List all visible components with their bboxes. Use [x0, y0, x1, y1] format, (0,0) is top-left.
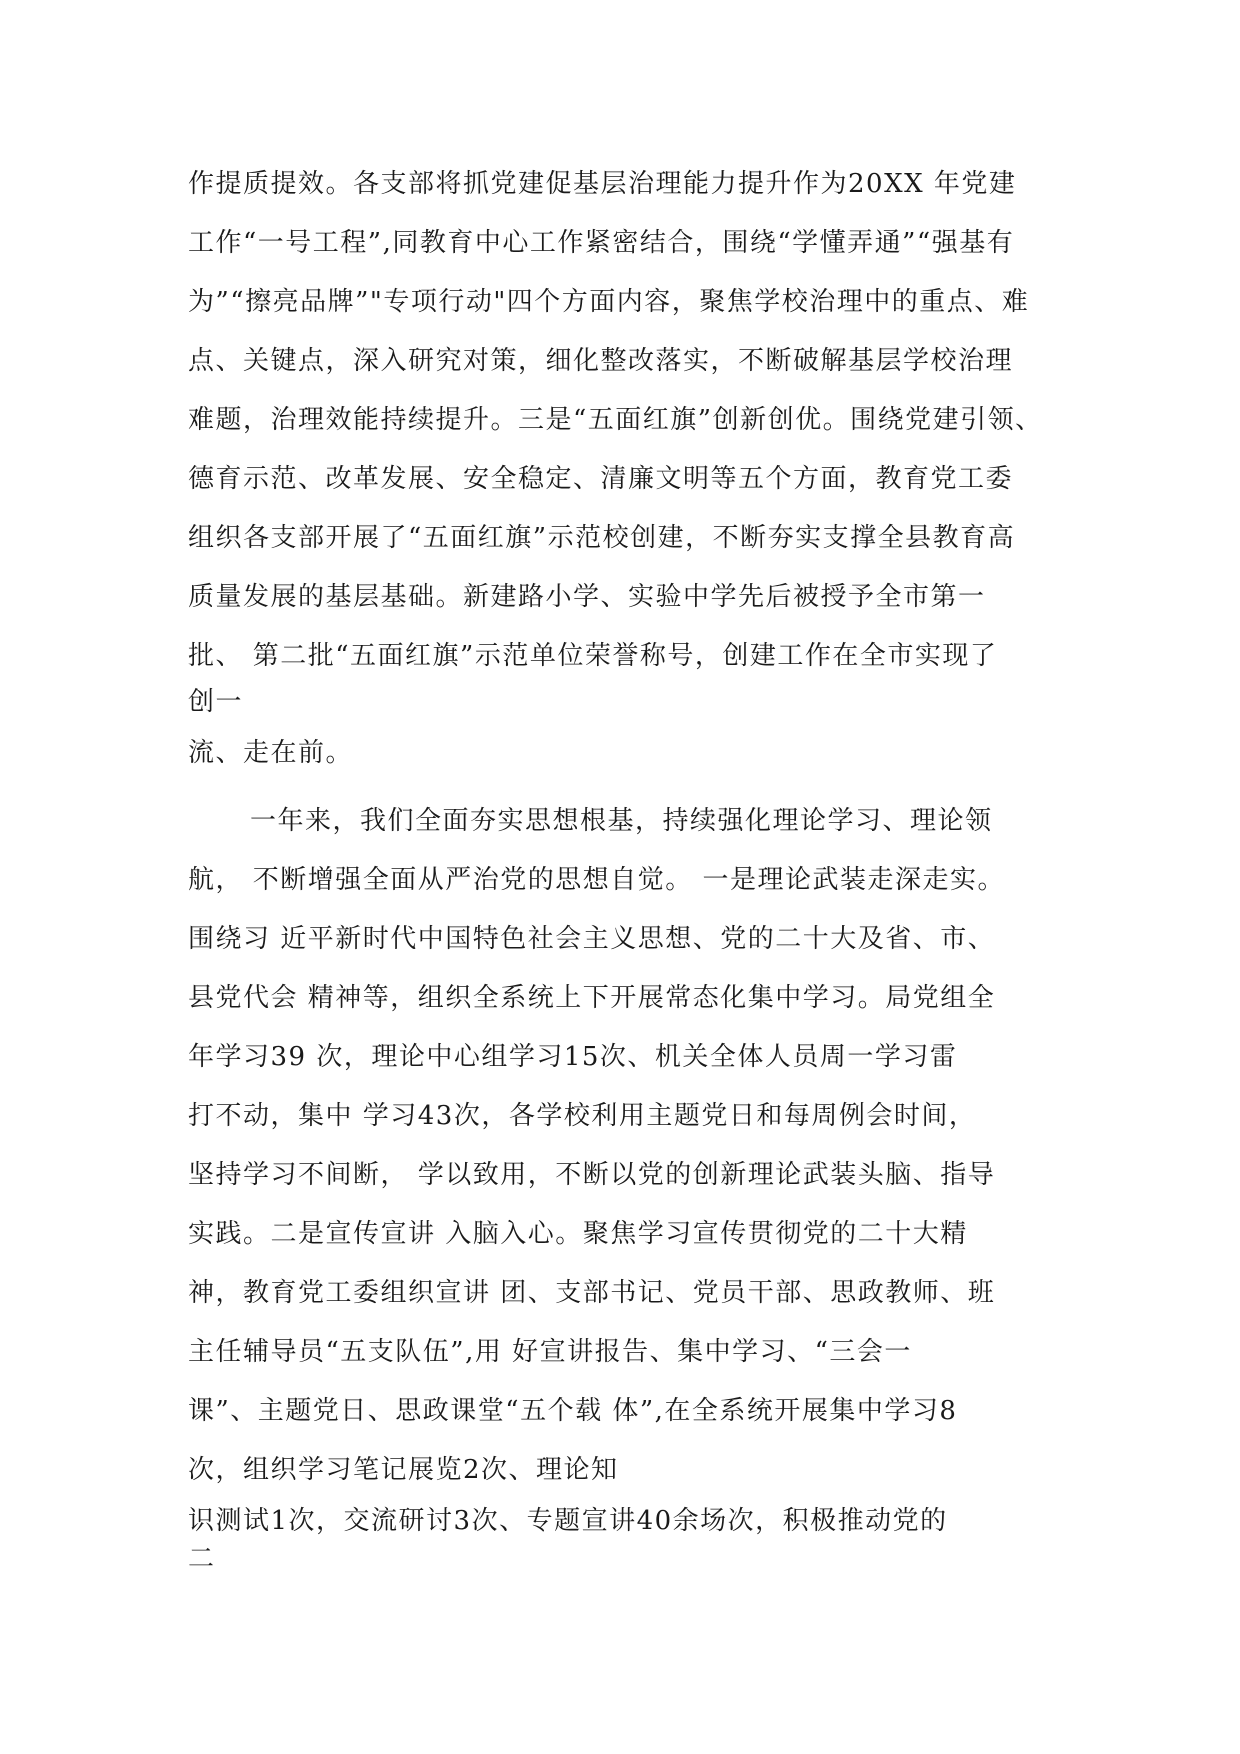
text-line: 航， 不断增强全面从严治党的思想自觉。 一是理论武装走深走实。 [188, 865, 1006, 895]
text-line: 坚持学习不间断， 学以致用，不断以党的创新理论武装头脑、指导 [188, 1160, 996, 1190]
text-line: 实践。二是宣传宣讲 入脑入心。聚焦学习宣传贯彻党的二十大精 [188, 1219, 968, 1249]
text-line: 组织各支部开展了“五面红旗”示范校创建，不断夯实支撑全县教育高 [188, 523, 1016, 553]
text-line: 作提质提效。各支部将抓党建促基层治理能力提升作为20XX 年党建 [188, 169, 1017, 199]
text-line: 批、 第二批“五面红旗”示范单位荣誉称号，创建工作在全市实现了 [188, 641, 998, 671]
text-line: 课”、主题党日、思政课堂“五个载 体”,在全系统开展集中学习8 [188, 1396, 958, 1426]
text-line: 识测试1次，交流研讨3次、专题宣讲40余场次，积极推动党的 [188, 1506, 948, 1536]
text-line: 二 [188, 1544, 216, 1574]
text-line: 县党代会 精神等，组织全系统上下开展常态化集中学习。局党组全 [188, 983, 996, 1013]
text-line: 流、走在前。 [188, 738, 354, 768]
text-line: 打不动，集中 学习43次，各学校利用主题党日和每周例会时间， [188, 1101, 977, 1131]
paragraph-first-line: 一年来，我们全面夯实思想根基，持续强化理论学习、理论领 [250, 806, 993, 836]
text-line: 神，教育党工委组织宣讲 团、支部书记、党员干部、思政教师、班 [188, 1278, 996, 1308]
text-line: 为”“擦亮品牌”"专项行动"四个方面内容，聚焦学校治理中的重点、难 [188, 287, 1030, 317]
text-line: 主任辅导员“五支队伍”,用 好宣讲报告、集中学习、“三会一 [188, 1337, 912, 1367]
text-line: 次，组织学习笔记展览2次、理论知 [188, 1455, 619, 1485]
text-line: 年学习39 次，理论中心组学习15次、机关全体人员周一学习雷 [188, 1042, 958, 1072]
text-line: 创一 [188, 687, 244, 717]
text-line: 点、关键点，深入研究对策，细化整改落实，不断破解基层学校治理 [188, 346, 1014, 376]
text-line: 工作“一号工程”,同教育中心工作紧密结合，围绕“学懂弄通”“强基有 [188, 228, 1015, 258]
text-line: 难题，治理效能持续提升。三是“五面红旗”创新创优。围绕党建引领、 [188, 405, 1043, 435]
text-line: 德育示范、改革发展、安全稳定、清廉文明等五个方面，教育党工委 [188, 464, 1014, 494]
text-line: 围绕习 近平新时代中国特色社会主义思想、党的二十大及省、市、 [188, 924, 996, 954]
text-line: 质量发展的基层基础。新建路小学、实验中学先后被授予全市第一 [188, 582, 986, 612]
